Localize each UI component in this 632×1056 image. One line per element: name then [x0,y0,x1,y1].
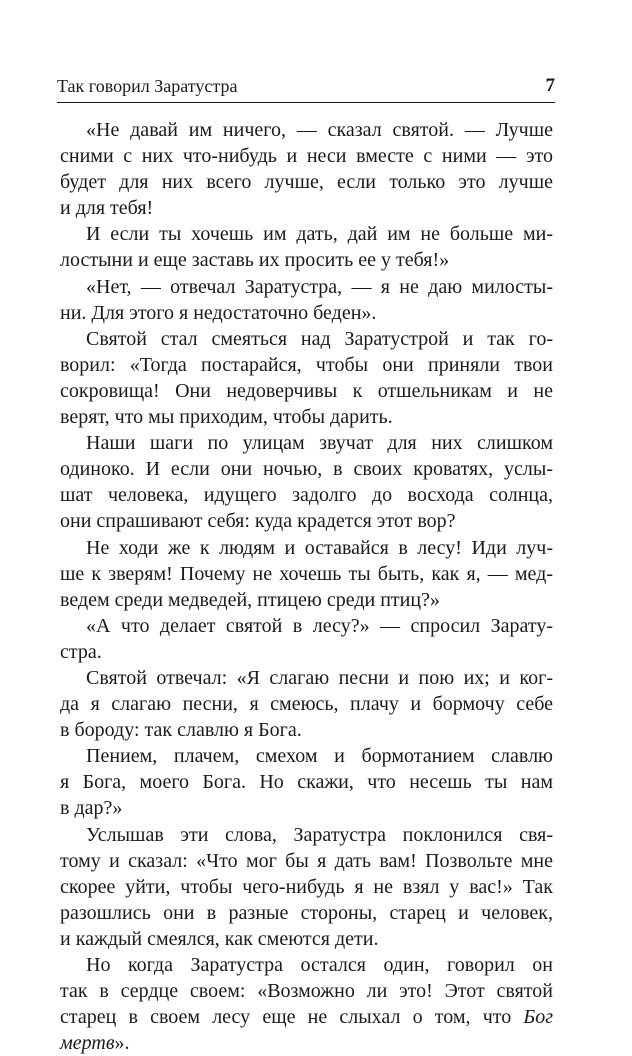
text-line: сними с них что-нибудь и неси вместе с ними — это [60,145,553,168]
emphasis-text: мертв [60,1032,115,1055]
header-rule [57,102,555,103]
text-line: Услышав эти слова, Заратустра поклонился свя- [86,823,553,846]
text-line: разошлись они в разные стороны, старец и человек, [60,901,553,924]
text-line: «А что делает святой в лесу?» — спросил Зарату- [86,614,553,637]
text-line: ведем среди медведей, птицею среди птиц?» [60,588,440,611]
text-line: «Не давай им ничего, — сказал святой. — Лучше [86,119,553,141]
text-line [60,1030,553,1056]
text-line: и для тебя! [60,197,154,220]
text-line: так в сердце своем: «Возможно ли это! Этот святой [60,980,553,1003]
text-line: стра. [60,640,102,663]
text-line: верят, что мы приходим, чтобы дарить. [60,406,393,429]
page-number: 7 [545,75,555,96]
text-line: шат человека, идущего задолго до восхода солнца, [60,484,553,507]
text-line: Святой отвечал: «Я слагаю песни и пою их; и ког- [86,666,553,689]
text-line: в бороду: так славлю я Бога. [60,719,302,742]
text-line: Не ходи же к людям и оставайся в лесу! Иди луч- [86,536,553,559]
text-line: ни. Для этого я недостаточно беден». [60,301,377,324]
text-line: будет для них всего лучше, если только это лучше [60,171,553,194]
running-head [57,74,555,100]
text-line: да я слагаю песни, я смеюсь, плачу и бормочу себе [60,693,553,716]
text-line: одиноко. И если они ночью, в своих кроватях, услы- [60,458,553,481]
text-segment: ». [114,1032,130,1055]
text-line [60,1004,553,1030]
text-line: Наши шаги по улицам звучат для них слишком [86,432,553,455]
text-line: Святой стал смеяться над Заратустрой и так го- [86,327,553,350]
text-line: лостыни и еще заставь их просить ее у тебя!» [60,249,450,272]
running-title: Так говорил Заратустра [57,76,238,96]
text-line: ше к зверям! Почему не хочешь ты быть, как я, — мед- [60,562,553,585]
text-line: тому и сказал: «Что мог бы я дать вам! Позвольте мне [60,849,553,872]
text-line: я Бога, моего Бога. Но скажи, что несешь ты нам [60,771,553,794]
text-line: они спрашивают себя: куда крадется этот вор? [60,510,456,533]
text-line: скорее уйти, чтобы чего-нибудь я не взял у вас!» Так [60,875,553,898]
text-line: в дар?» [60,797,123,820]
text-line: сокровища! Они недоверчивы к отшельникам и не [60,379,553,402]
text-line: ворил: «Тогда постарайся, чтобы они приняли твои [60,353,553,376]
emphasis-text: Бог [523,1006,554,1029]
body-text [60,117,553,1056]
text-segment: старец в своем лесу еще не слыхал о том, что [60,1006,512,1029]
text-line: И если ты хочешь им дать, дай им не больше ми- [86,223,553,246]
text-line: «Нет, — отвечал Заратустра, — я не даю милосты- [86,275,553,298]
text-line: Но когда Заратустра остался один, говорил он [86,954,553,976]
text-line: и каждый смеялся, как смеются дети. [60,927,379,950]
text-line: Пением, плачем, смехом и бормотанием славлю [86,745,553,768]
